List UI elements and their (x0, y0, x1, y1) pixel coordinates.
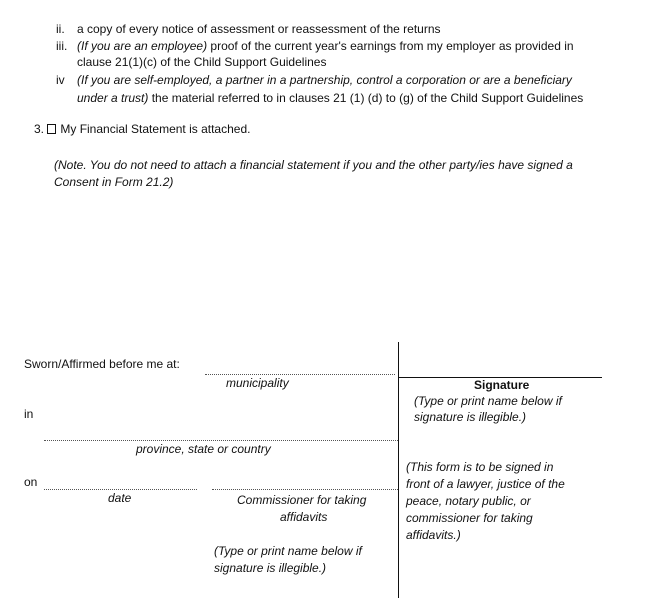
item-3 (34, 122, 250, 136)
sign-instruction-line2: front of a lawyer, justice of the (406, 477, 565, 491)
type-note-left-line1: (Type or print name below if (214, 544, 362, 558)
type-note-left-line2: signature is illegible.) (214, 561, 327, 575)
signature-title: Signature (474, 378, 530, 392)
note-line2: Consent in Form 21.2) (54, 175, 174, 189)
province-label: province, state or country (136, 442, 271, 456)
item-iv-line1: (If you are self-employed, a partner in a partnership, control a corporation or are a beneficiary (77, 73, 572, 87)
item-ii-text: a copy of every notice of assessment or reassessment of the returns (77, 22, 441, 36)
item-iii-line2: clause 21(1)(c) of the Child Support Guidelines (77, 55, 327, 69)
signature-note-line1: (Type or print name below if (414, 394, 562, 408)
item-iii-line1 (77, 39, 574, 53)
item-iii-text: proof of the current year's earnings from my employer as provided in (207, 39, 574, 53)
checkbox-icon[interactable] (47, 124, 56, 134)
date-label: date (108, 491, 132, 505)
item-iv-line2 (77, 91, 583, 105)
commissioner-line[interactable] (212, 489, 398, 490)
item-iv-condition: under a trust) (77, 91, 149, 105)
sign-instruction-line5: affidavits.) (406, 528, 461, 542)
commissioner-label-line1: Commissioner for taking (237, 493, 367, 507)
commissioner-label-line2: affidavits (280, 510, 328, 524)
signature-divider (398, 342, 399, 598)
item-iv-number: iv (56, 73, 65, 87)
municipality-line[interactable] (205, 374, 395, 375)
item-iii-number: iii. (56, 39, 68, 53)
item-3-number: 3. (34, 122, 45, 136)
item-iv-text: the material referred to in clauses 21 (1) (d) to (g) of the Child Support Guidelines (148, 91, 584, 105)
sign-instruction-line1: (This form is to be signed in (406, 460, 554, 474)
signature-note-line2: signature is illegible.) (414, 410, 527, 424)
note-line1: (Note. You do not need to attach a financial statement if you and the other party/ies have signed a (54, 158, 573, 172)
municipality-label: municipality (226, 376, 289, 390)
sign-instruction-line3: peace, notary public, or (406, 494, 531, 508)
sworn-label: Sworn/Affirmed before me at: (24, 357, 180, 371)
in-label: in (24, 407, 34, 421)
sign-instruction-line4: commissioner for taking (406, 511, 533, 525)
province-line[interactable] (44, 440, 398, 441)
item-iii-condition: (If you are an employee) (77, 39, 208, 53)
item-3-text: My Financial Statement is attached. (60, 122, 251, 136)
item-ii-number: ii. (56, 22, 65, 36)
on-label: on (24, 475, 38, 489)
date-line[interactable] (44, 489, 197, 490)
